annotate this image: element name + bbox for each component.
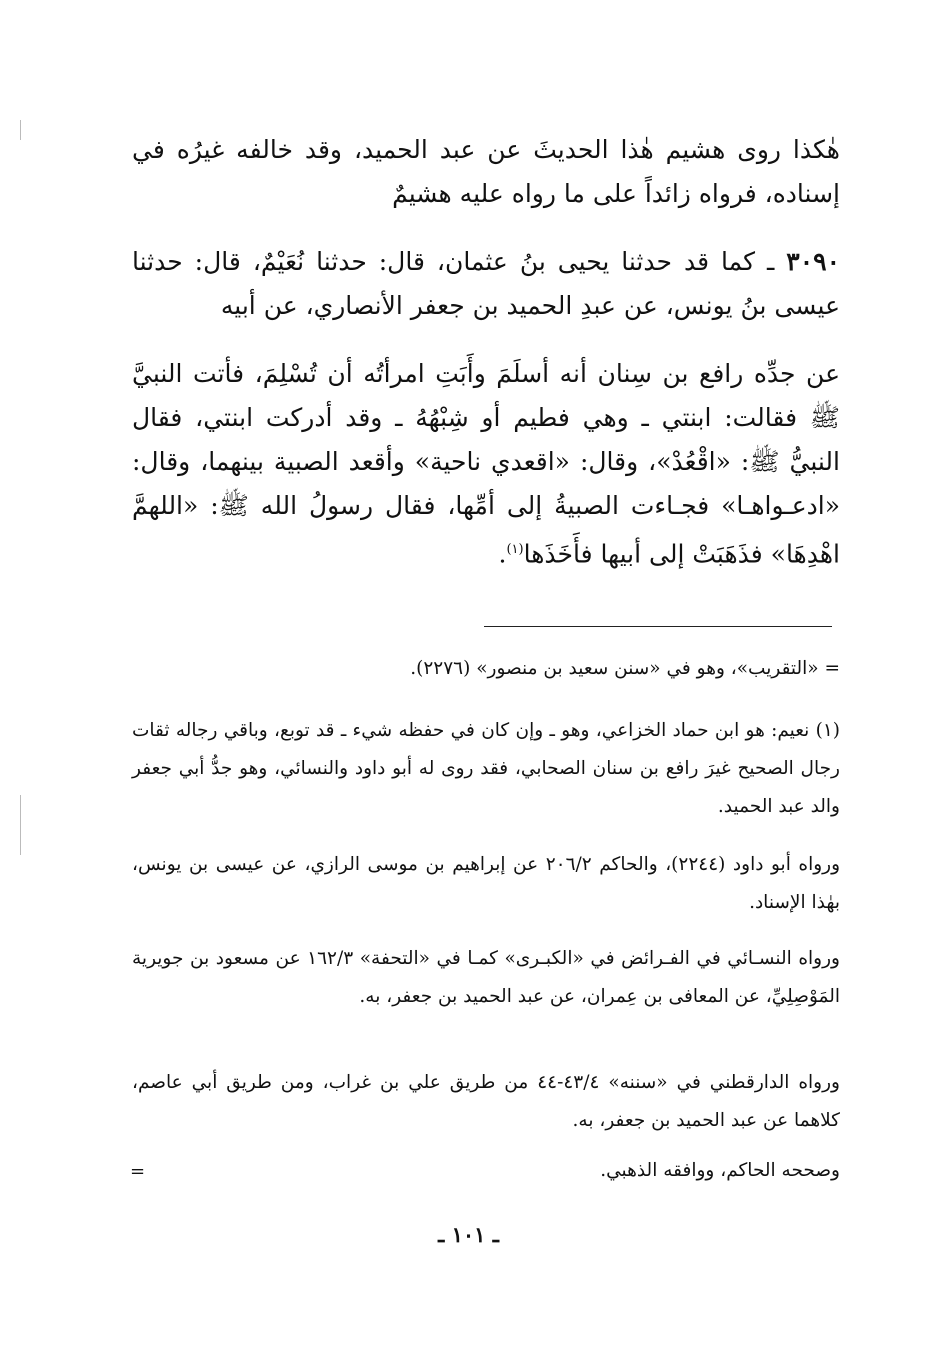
footnote-reference: (١) bbox=[506, 542, 524, 557]
hadith-end-period: . bbox=[498, 539, 507, 569]
footnote-4 bbox=[132, 1064, 840, 1140]
footnote-2-text: ورواه أبو داود (٢٢٤٤)، والحاكم ٢٠٦/٢ عن إبراهيم بن موسى الرازي، عن عيسى بن يونس، بهٰذا الإسناد. bbox=[132, 854, 841, 913]
hadith-number: ٣٠٩٠ bbox=[786, 247, 840, 276]
hadith-matn bbox=[132, 352, 840, 576]
footnote-divider bbox=[484, 626, 832, 627]
scan-margin-line bbox=[20, 795, 21, 855]
paragraph-intro: هٰكذا روى هشيم هٰذا الحديثَ عن عبد الحميد، وقد خالفه غيرُه في إسناده، فرواه زائداً على ما رواه عليه هشيمٌ bbox=[132, 135, 840, 208]
paragraph-hadith-chain bbox=[132, 240, 840, 328]
footnote-4-text: ورواه الدارقطني في «سننه» ٤٣/٤-٤٤ من طريق علي بن غراب، ومن طريق أبي عاصم، كلاهما عن عبد الحميد بن جعفر، به. bbox=[132, 1072, 840, 1131]
main-text bbox=[132, 128, 840, 216]
footnote-5-text: وصححه الحاكم، ووافقه الذهبي. bbox=[600, 1160, 840, 1181]
footnote-1 bbox=[132, 712, 840, 826]
continues-mark: = bbox=[130, 1161, 146, 1182]
footnote-5 bbox=[132, 1152, 840, 1190]
page-number: ـ ١٠١ ـ bbox=[438, 1222, 499, 1247]
footnote-1-text: (١) نعيم: هو ابن حماد الخزاعي، وهو ـ وإن كان في حفظه شيء ـ قد توبع، وباقي رجاله ثقات رجال الصحيح غيرَ رافع بن سنان الصحابي، فقد روى له أبو داود والنسائي، وهو جدُّ أبي جعفر والد عبد الحميد. bbox=[132, 720, 840, 817]
footnote-2 bbox=[132, 846, 840, 922]
hadith-body-text: عن جدِّه رافع بن سِنان أنه أسلَمَ وأَبَتِ امرأتُه أن تُسْلِمَ، فأتت النبيَّ ﷺ فقالت: ابنتي ـ وهي فطيم أو شِبْهُهُ ـ وقد أدركت ابنتي، فقال النبيُّ ﷺ: «اقْعُدْ»، وقال: «اقعدي ناحية» وأقعد الصبية بينهما، وقال: «ادعـواهـا» فجـاءت الصبيةُ إلى أمِّها، فقال رسولُ الله ﷺ: «اللهمَّ اهْدِهَا» فذَهَبَتْ إلى أبيها فأَخَذَها bbox=[132, 359, 840, 569]
scan-margin-line bbox=[20, 120, 21, 140]
footnote-3-text: ورواه النسـائي في الفـرائض في «الكبـرى» كمـا في «التحفة» ١٦٢/٣ عن مسعود بن جويرية المَوْصِلِيِّ، عن المعافى بن عِمران، عن عبد الحميد بن جعفر، به. bbox=[132, 948, 840, 1007]
hadith-chain-text: ـ كما قد حدثنا يحيى بنُ عثمان، قال: حدثنا نُعَيْمٌ، قال: حدثنا عيسى بنُ يونس، عن عبدِ الحميد بن جعفر الأنصاري، عن أبيه bbox=[132, 247, 840, 320]
footnote-continued bbox=[132, 650, 840, 688]
hadith-isnad bbox=[132, 240, 840, 328]
footnote-3 bbox=[132, 940, 840, 1016]
footnote-continued-text: = «التقريب»، وهو في «سنن سعيد بن منصور» (٢٢٧٦). bbox=[410, 658, 840, 679]
paragraph-hadith-text bbox=[132, 352, 840, 576]
